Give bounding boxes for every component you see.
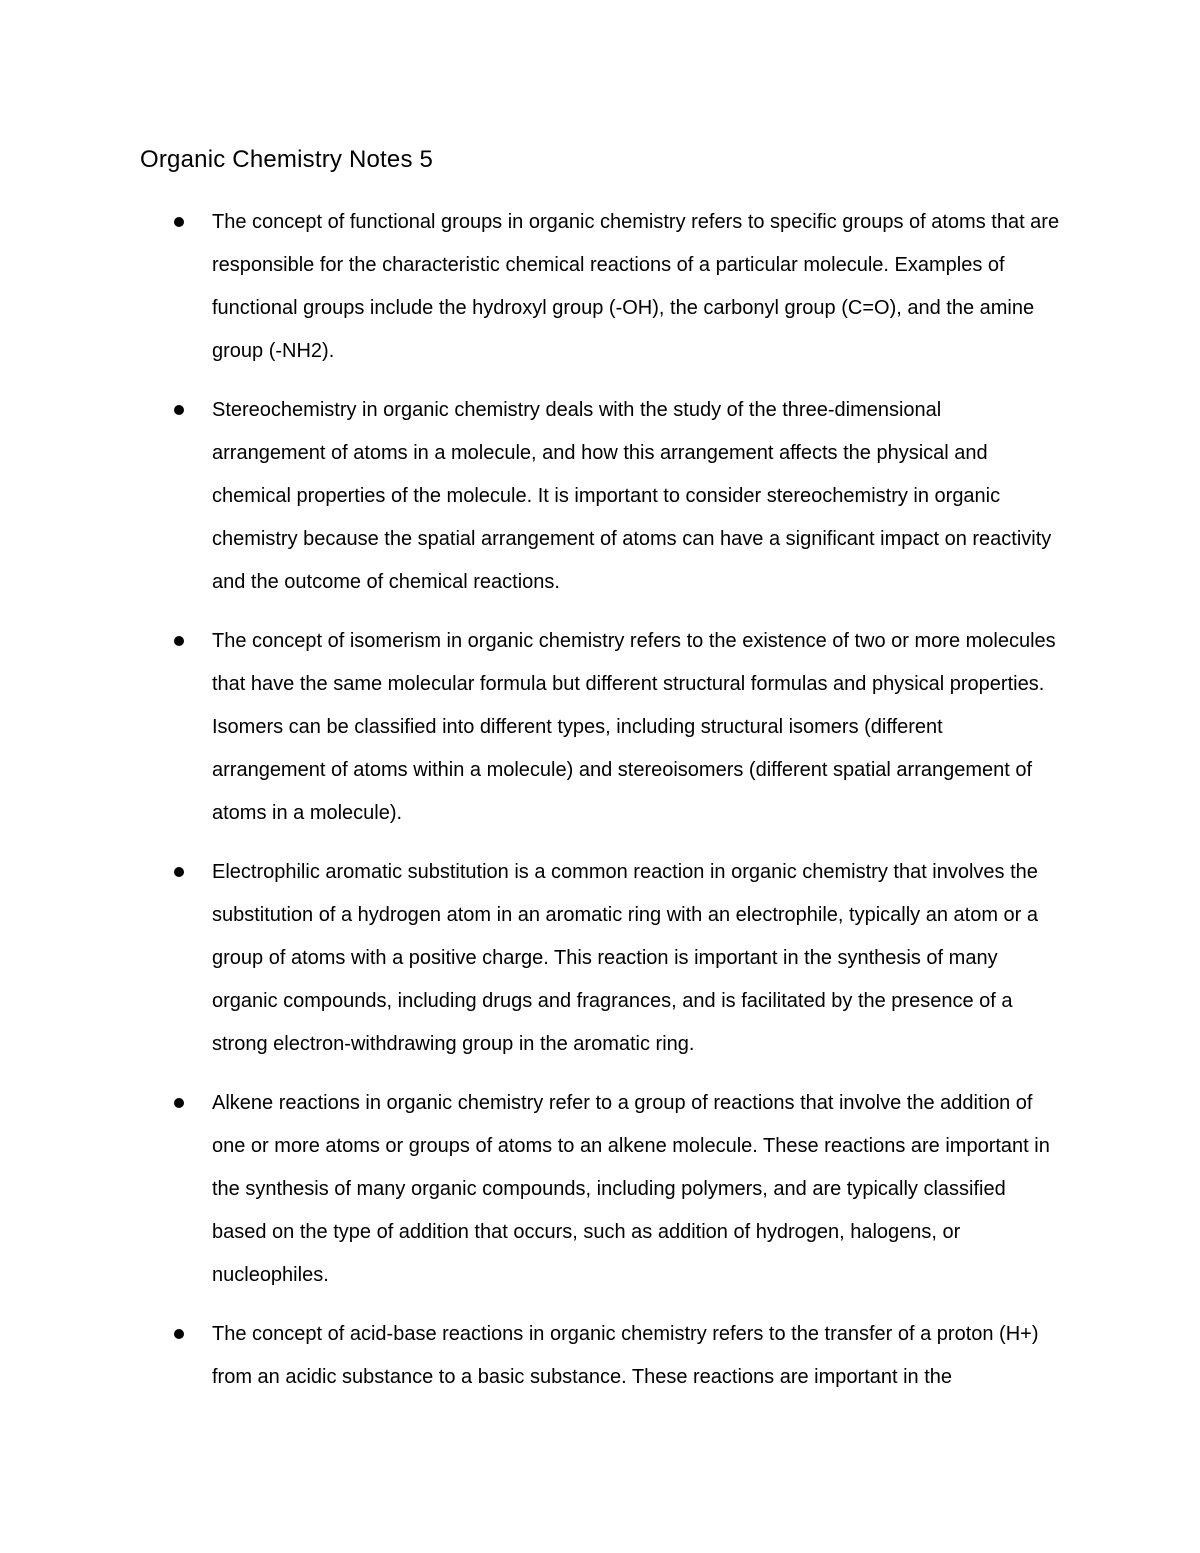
bullet-icon [174, 867, 184, 877]
bullet-icon [174, 636, 184, 646]
page-title: Organic Chemistry Notes 5 [140, 146, 434, 173]
note-text: The concept of functional groups in organic chemistry refers to specific groups of atoms that are responsible for the characteristic chemical reactions of a particular molecule. Examples of functional groups include the hydroxyl group (-OH), the carbonyl group (C=O), and the amine group (-NH2). [212, 211, 1060, 362]
note-text: Alkene reactions in organic chemistry refer to a group of reactions that involve the addition of one or more atoms or groups of atoms to an alkene molecule. These reactions are important in the synthesis of many organic compounds, including polymers, and are typically classified based on the type of addition that occurs, such as addition of hydrogen, halogens, or nucleophiles. [212, 1092, 1050, 1286]
bullet-icon [174, 1329, 184, 1339]
list-item [140, 620, 1060, 835]
list-item [140, 1082, 1060, 1297]
note-text: Stereochemistry in organic chemistry deals with the study of the three-dimensional arrangement of atoms in a molecule, and how this arrangement affects the physical and chemical properties of the molecule. It is important to consider stereochemistry in organic chemistry because the spatial arrangement of atoms can have a significant impact on reactivity and the outcome of chemical reactions. [212, 399, 1052, 593]
note-text: The concept of isomerism in organic chemistry refers to the existence of two or more molecules that have the same molecular formula but different structural formulas and physical properties. Isomers can be classified into different types, including structural isomers (different arrangement of atoms within a molecule) and stereoisomers (different spatial arrangement of atoms in a molecule). [212, 630, 1056, 824]
bullet-icon [174, 1098, 184, 1108]
bullet-icon [174, 405, 184, 415]
list-item [140, 851, 1060, 1066]
bullet-icon [174, 217, 184, 227]
notes-list [140, 201, 1060, 1415]
list-item [140, 389, 1060, 604]
list-item [140, 1313, 1060, 1399]
note-text: Electrophilic aromatic substitution is a common reaction in organic chemistry that involves the substitution of a hydrogen atom in an aromatic ring with an electrophile, typically an atom or a group of atoms with a positive charge. This reaction is important in the synthesis of many organic compounds, including drugs and fragrances, and is facilitated by the presence of a strong electron-withdrawing group in the aromatic ring. [212, 861, 1038, 1055]
list-item [140, 201, 1060, 373]
note-text: The concept of acid-base reactions in organic chemistry refers to the transfer of a proton (H+) from an acidic substance to a basic substance. These reactions are important in the [212, 1323, 1039, 1388]
